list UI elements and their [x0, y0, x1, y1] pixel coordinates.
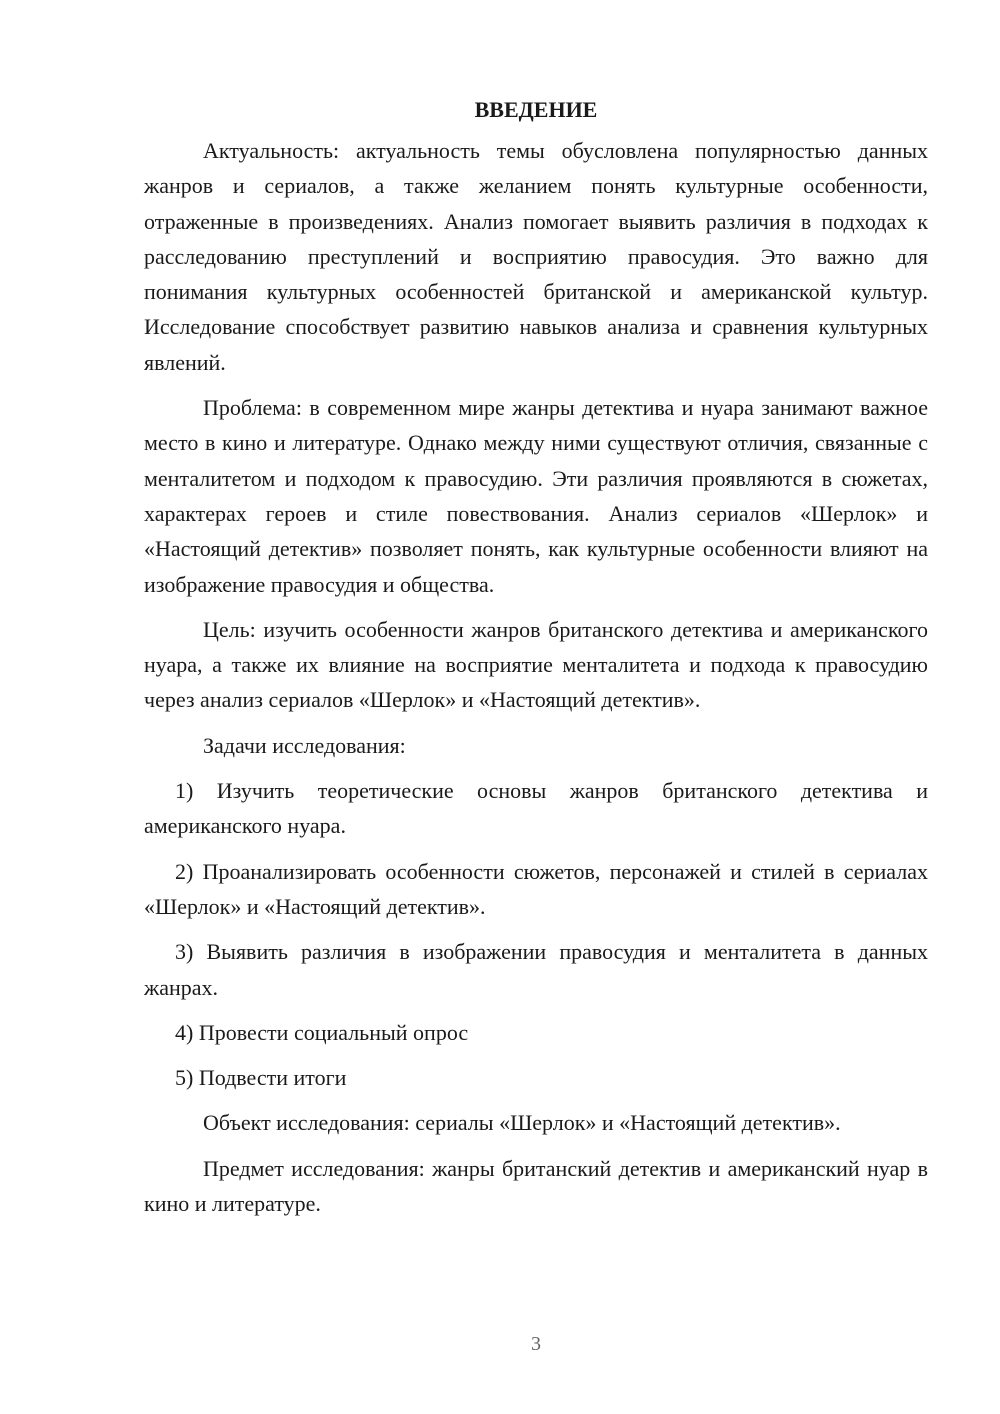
paragraph-object: Объект исследования: сериалы «Шерлок» и «Настоящий детектив».: [203, 1110, 841, 1136]
paragraph-problem: Проблема: в современном мире жанры детектива и нуара занимают важное место в кино и литературе. Однако между ними существуют отличия, связанные с менталитетом и подходом к правосудию. Эти различия проявляются в сюжетах, характерах героев и стиле повествования. Анализ сериалов «Шерлок» и «Настоящий детектив» позволяет понять, как культурные особенности влияют на изображение правосудия и общества.: [144, 395, 928, 597]
document-page: [144, 92, 928, 1231]
task-item-4: 4) Провести социальный опрос: [175, 1019, 469, 1045]
task-item-5: 5) Подвести итоги: [175, 1065, 347, 1091]
task-item-2: 2) Проанализировать особенности сюжетов, персонажей и стилей в сериалах «Шерлок» и «Настоящий детектив».: [144, 858, 928, 919]
page-number: 3: [531, 1333, 541, 1355]
task-item-1: 1) Изучить теоретические основы жанров британского детектива и американского нуара.: [144, 778, 928, 839]
paragraph-goal: Цель: изучить особенности жанров британского детектива и американского нуара, а также их влияние на восприятие менталитета и подхода к правосудию через анализ сериалов «Шерлок» и «Настоящий детектив».: [144, 616, 928, 713]
task-item-3: 3) Выявить различия в изображении правосудия и менталитета в данных жанрах.: [144, 939, 928, 1000]
paragraph-subject: Предмет исследования: жанры британский детектив и американский нуар в кино и литературе.: [144, 1155, 928, 1217]
section-title: ВВЕДЕНИЕ: [474, 97, 598, 122]
tasks-heading: Задачи исследования:: [203, 732, 406, 758]
paragraph-relevance: Актуальность: актуальность темы обусловлена популярностью данных жанров и сериалов, а также желанием понять культурные особенности, отраженные в произведениях. Анализ помогает выявить различия в подходах к расследованию преступлений и восприятию правосудия. Это важно для понимания культурных особенностей британской и американской культур. Исследование способствует развитию навыков анализа и сравнения культурных явлений.: [144, 138, 928, 375]
